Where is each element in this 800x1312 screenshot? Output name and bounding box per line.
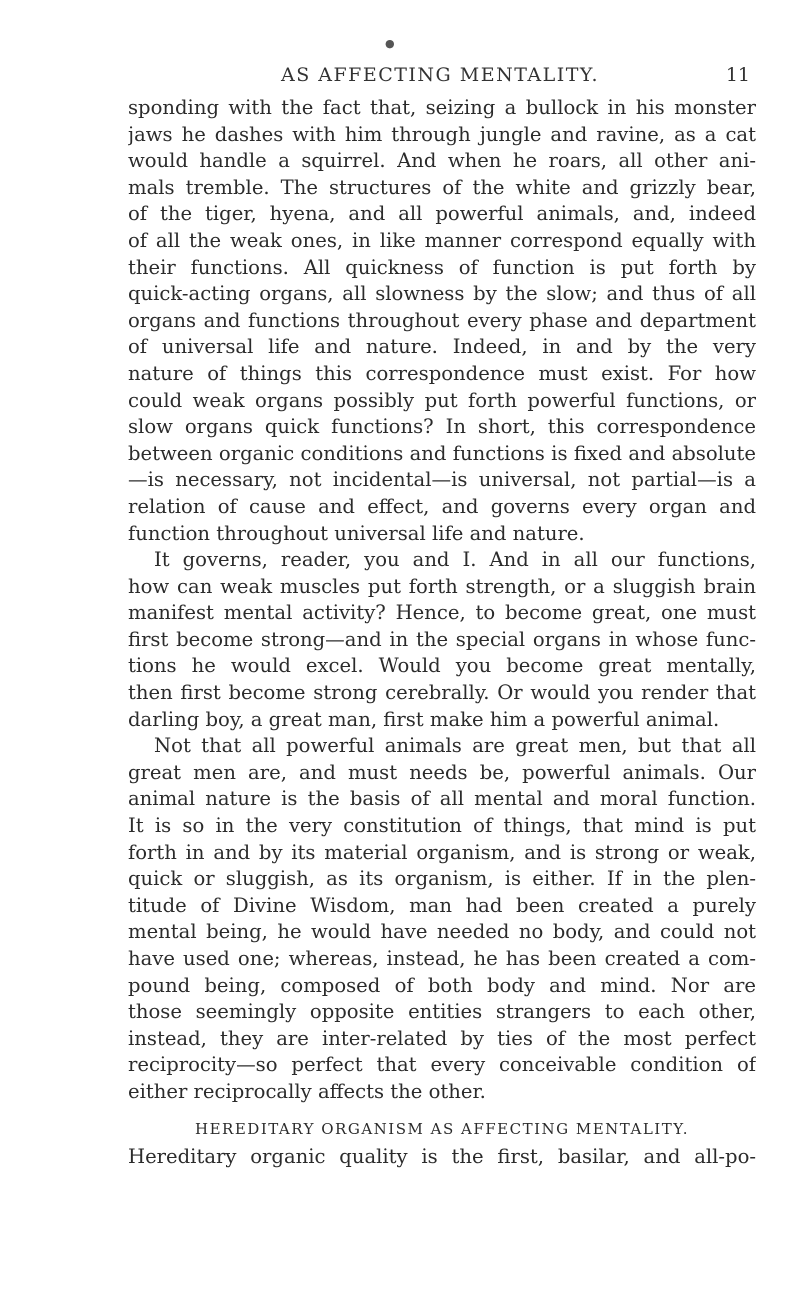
text-line: darling boy, a great man, first make him a powerful animal. — [128, 707, 720, 731]
text-line: It is so in the very constitution of things, that mind is put — [128, 814, 756, 838]
text-line: It governs, reader, you and I. And in all our functions, — [154, 548, 756, 572]
text-line: would handle a squirrel. And when he roars, all other ani- — [128, 149, 756, 173]
text-line: Hereditary organic quality is the first, basilar, and all-po- — [128, 1144, 756, 1168]
text-line: —is necessary, not incidental—is universal, not partial—is a — [128, 468, 756, 492]
running-title: AS AFFECTING MENTALITY. — [280, 64, 600, 86]
running-head — [130, 64, 750, 94]
text-line: Not that all powerful animals are great men, but that all — [154, 734, 756, 758]
text-line: function throughout universal life and nature. — [128, 521, 585, 545]
text-line: reciprocity—so perfect that every conceivable condition of — [128, 1053, 756, 1077]
text-line: then first become strong cerebrally. Or would you render that — [128, 681, 756, 705]
text-line: forth in and by its material organism, and is strong or weak, — [128, 840, 756, 864]
page-number: 11 — [725, 64, 750, 86]
text-line: sponding with the fact that, seizing a bullock in his monster — [128, 96, 756, 119]
text-line: pound being, composed of both body and mind. Nor are — [128, 973, 756, 997]
text-line: jaws he dashes with him through jungle and ravine, as a cat — [128, 122, 756, 146]
text-line: nature of things this correspondence must exist. For how — [128, 361, 756, 385]
text-line: either reciprocally affects the other. — [128, 1079, 486, 1103]
text-line: how can weak muscles put forth strength, or a sluggish brain — [128, 574, 756, 598]
text-line: of the tiger, hyena, and all powerful animals, and, indeed — [128, 202, 756, 226]
text-line: first become strong—and in the special organs in whose func- — [128, 627, 756, 651]
text-line: titude of Divine Wisdom, man had been created a purely — [128, 893, 756, 917]
text-line: tions he would excel. Would you become great mentally, — [128, 654, 756, 678]
text-line: between organic conditions and functions is fixed and absolute — [128, 441, 756, 465]
text-line: those seemingly opposite entities strangers to each other, — [128, 1000, 756, 1024]
text-line: relation of cause and effect, and governs every organ and — [128, 494, 756, 518]
text-line: could weak organs possibly put forth powerful functions, or — [128, 388, 756, 412]
text-line: mental being, he would have needed no body, and could not — [128, 920, 756, 944]
text-line: of all the weak ones, in like manner correspond equally with — [128, 228, 756, 252]
section-heading: HEREDITARY ORGANISM AS AFFECTING MENTALITY. — [195, 1119, 689, 1138]
text-line: manifest mental activity? Hence, to become great, one must — [128, 601, 756, 625]
text-line: slow organs quick functions? In short, this correspondence — [128, 415, 756, 439]
text-line: of universal life and nature. Indeed, in and by the very — [128, 335, 756, 359]
text-line: great men are, and must needs be, powerful animals. Our — [128, 760, 756, 784]
text-line: their functions. All quickness of function is put forth by — [128, 255, 756, 279]
text-line: instead, they are inter-related by ties of the most perfect — [128, 1026, 756, 1050]
text-line: mals tremble. The structures of the white and grizzly bear, — [128, 175, 756, 199]
text-line: quick or sluggish, as its organism, is either. If in the plen- — [128, 867, 756, 891]
text-line: organs and functions throughout every phase and department — [128, 308, 756, 332]
text-line: animal nature is the basis of all mental and moral function. — [128, 787, 756, 811]
body-text — [128, 95, 756, 1170]
printer-mark: ● — [385, 37, 395, 50]
text-line: have used one; whereas, instead, he has been created a com- — [128, 947, 756, 970]
text-line: quick-acting organs, all slowness by the slow; and thus of all — [128, 282, 756, 306]
text-lines — [128, 95, 756, 1106]
